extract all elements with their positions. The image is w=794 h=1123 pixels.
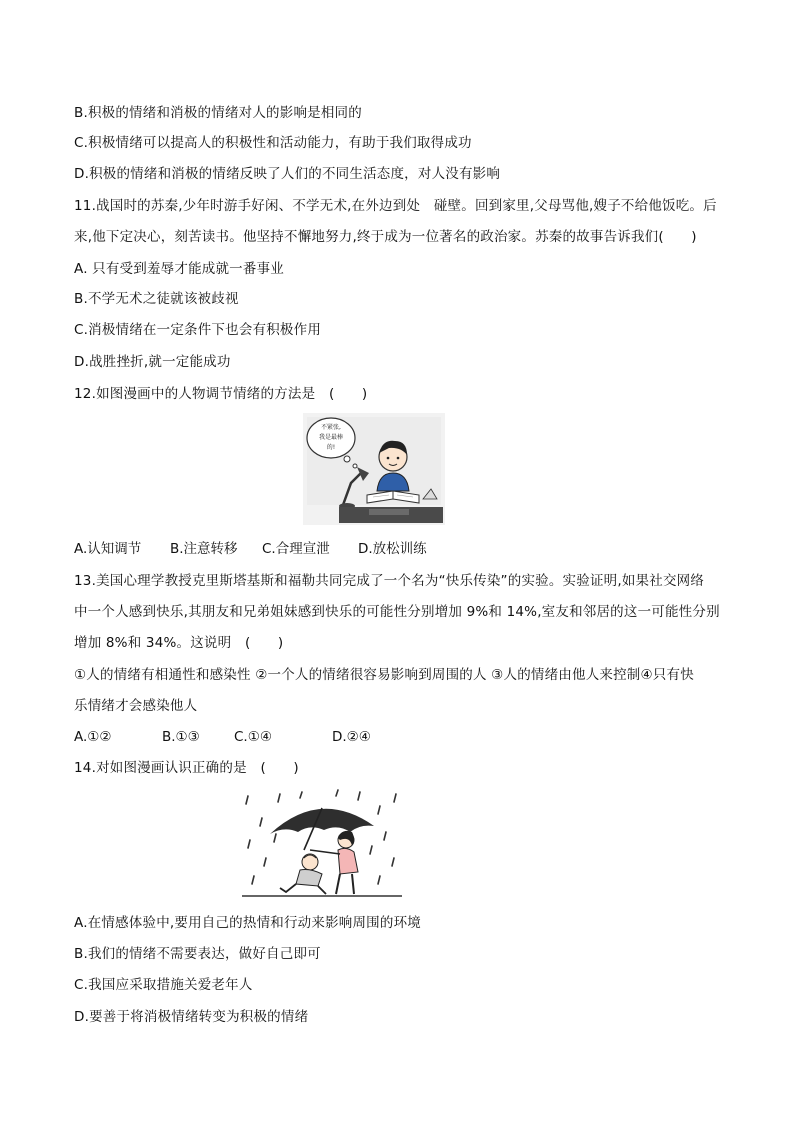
q13-option-b: B.①③ (162, 729, 200, 745)
q13-option-d: D.②④ (332, 729, 371, 745)
q12-cartoon-illustration (303, 413, 445, 525)
q11-option-b: B.不学无术之徒就该被歧视 (74, 291, 239, 307)
q12-option-a: A.认知调节 (74, 541, 142, 557)
bubble-text-3: 的! (326, 444, 336, 451)
q14-option-a: A.在情感体验中,要用自己的热情和行动来影响周围的环境 (74, 915, 421, 931)
elderly-man-head (302, 854, 318, 870)
q13-stem-line3: 增加 8%和 34%。这说明 ( ) (74, 635, 284, 651)
q14-cartoon-umbrella-rain (240, 788, 404, 900)
q12-option-b: B.注意转移 (170, 541, 238, 557)
q14-cartoon-illustration (240, 788, 404, 900)
q10-option-d: D.积极的情绪和消极的情绪反映了人们的不同生活态度，对人没有影响 (74, 166, 501, 182)
q10-option-c: C.积极情绪可以提高人的积极性和活动能力，有助于我们取得成功 (74, 135, 472, 151)
q10-option-b: B.积极的情绪和消极的情绪对人的影响是相同的 (74, 105, 362, 121)
q13-statements-line2: 乐情绪才会感染他人 (74, 698, 198, 714)
q13-stem-line1: 13.美国心理学教授克里斯塔基斯和福勒共同完成了一个名为“快乐传染”的实验。实验证明,如果社交网络 (74, 573, 705, 589)
q11-option-c: C.消极情绪在一定条件下也会有积极作用 (74, 322, 322, 338)
q13-option-c: C.①④ (234, 729, 272, 745)
q14-stem: 14.对如图漫画认识正确的是 ( ) (74, 760, 299, 776)
q12-stem: 12.如图漫画中的人物调节情绪的方法是 ( ) (74, 386, 368, 402)
q13-option-a: A.①② (74, 729, 112, 745)
q12-option-c: C.合理宣泄 (262, 541, 330, 557)
bubble-text-1: 不紧张, (321, 424, 341, 431)
q12-option-d: D.放松训练 (358, 541, 427, 557)
q11-stem-line1: 11.战国时的苏秦,少年时游手好闲、不学无术,在外边到处 碰壁。回到家里,父母骂他,嫂子不给他饭吃。后 (74, 198, 717, 214)
q13-statements-line1: ①人的情绪有相通性和感染性 ②一个人的情绪很容易影响到周围的人 ③人的情绪由他人来控制④只有快 (74, 667, 694, 683)
bubble-text-2: 我是最棒 (318, 434, 344, 441)
q14-option-c: C.我国应采取措施关爱老年人 (74, 977, 253, 993)
q14-option-b: B.我们的情绪不需要表达，做好自己即可 (74, 946, 321, 962)
q14-option-d: D.要善于将消极情绪转变为积极的情绪 (74, 1009, 309, 1025)
q12-options-row (74, 539, 427, 559)
q11-option-a: A. 只有受到羞辱才能成就一番事业 (74, 261, 284, 277)
q11-option-d: D.战胜挫折,就一定能成功 (74, 354, 231, 370)
q12-cartoon-studying-student (303, 413, 445, 525)
q13-options-row (74, 727, 371, 747)
q11-stem-line2: 来,他下定决心，刻苦读书。他坚持不懈地努力,终于成为一位著名的政治家。苏秦的故事告诉我们( ) (74, 229, 697, 245)
q13-stem-line2: 中一个人感到快乐,其朋友和兄弟姐妹感到快乐的可能性分别增加 9%和 14%,室友和邻居的这一可能性分别 (74, 604, 720, 620)
elderly-man-body (296, 870, 322, 887)
